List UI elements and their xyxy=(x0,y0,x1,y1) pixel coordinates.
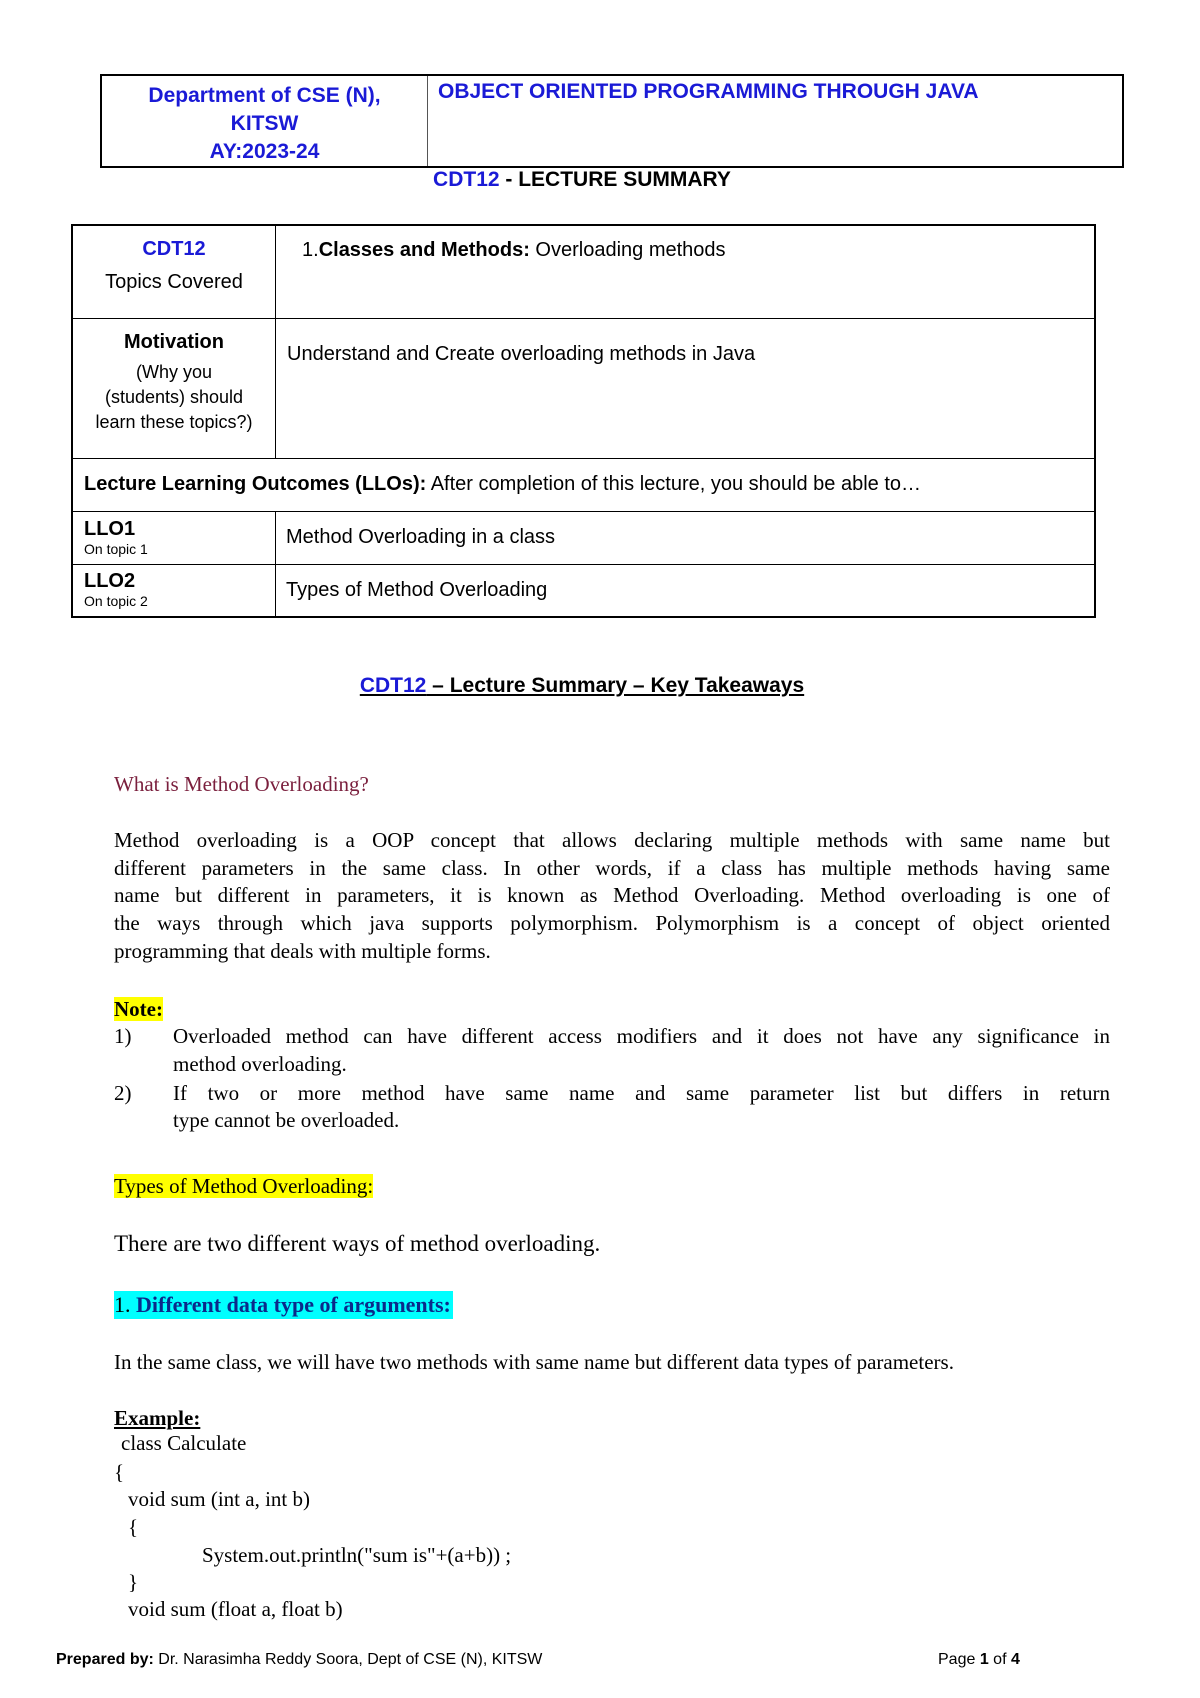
code-line: void sum (float a, float b) xyxy=(128,1597,343,1621)
note-label: Note: xyxy=(114,997,163,1021)
code-line: class Calculate xyxy=(121,1431,247,1455)
llo-id: LLO2 xyxy=(84,570,136,593)
llo-text-cell xyxy=(276,564,1096,617)
paragraph-line: name but different in parameters, it is known as Method Overloading. Method overloading is one of xyxy=(114,883,1110,907)
motivation-sub-3: learn these topics?) xyxy=(95,411,253,432)
footer-page-number: Page 1 of 4 xyxy=(938,1651,1020,1668)
header-table xyxy=(100,74,1124,168)
llo-intro-bold: Lecture Learning Outcomes (LLOs): xyxy=(84,473,427,495)
question-heading: What is Method Overloading? xyxy=(114,772,369,796)
topics-value-cell xyxy=(276,225,1096,318)
footer-prepared-text: Dr. Narasimha Reddy Soora, Dept of CSE (N), KITSW xyxy=(153,1651,543,1668)
code-line: void sum (int a, int b) xyxy=(128,1487,310,1511)
llo-row xyxy=(72,511,1095,564)
code-line: { xyxy=(128,1515,139,1539)
llo-topic: On topic 1 xyxy=(84,540,148,557)
paragraph-line: Method overloading is a OOP concept that allows declaring multiple methods with same name but xyxy=(114,828,1110,852)
llo-text: Types of Method Overloading xyxy=(286,578,548,601)
code-line: { xyxy=(114,1460,125,1484)
motivation-text: Understand and Create overloading methods in Java xyxy=(287,342,756,365)
llo-row xyxy=(72,564,1095,617)
types-heading: Types of Method Overloading: xyxy=(114,1174,374,1198)
topics-bold: Classes and Methods: xyxy=(318,239,530,261)
title-code: CDT12 xyxy=(433,168,500,191)
way-1-text: In the same class, we will have two methods with same name but different data types of parameters. xyxy=(114,1350,954,1374)
section-heading-code: CDT12 xyxy=(359,674,427,697)
document-title xyxy=(0,168,1164,192)
llo-id-cell xyxy=(72,564,276,617)
note-line: Overloaded method can have different access modifiers and it does not have any significance in xyxy=(173,1024,1110,1048)
lecture-summary-table xyxy=(71,224,1096,618)
llo-intro-text: After completion of this lecture, you should be able to… xyxy=(426,473,921,495)
section-heading-text: – Lecture Summary – Key Takeaways xyxy=(426,674,805,697)
topics-text: Overloading methods xyxy=(529,239,726,261)
paragraph-line: the ways through which java supports polymorphism. Polymorphism is a concept of object oriented xyxy=(114,911,1110,935)
llo-intro-cell xyxy=(72,458,1095,511)
way-1-number: 1. xyxy=(114,1292,131,1317)
paragraph-line: different parameters in the same class. In other words, if a class has multiple methods having same xyxy=(114,856,1110,880)
academic-year: AY:2023-24 xyxy=(209,140,320,163)
motivation-label: Motivation xyxy=(124,330,224,353)
llo-id-cell xyxy=(72,511,276,564)
note-line: If two or more method have same name and same parameter list but differs in return xyxy=(173,1081,1110,1105)
example-label: Example: xyxy=(114,1406,201,1430)
types-intro: There are two different ways of method overloading. xyxy=(114,1231,601,1256)
footer-prepared xyxy=(56,1651,542,1669)
note-number: 2) xyxy=(114,1081,132,1105)
motivation-sub-2: (students) should xyxy=(104,386,244,407)
topics-label-cell xyxy=(72,225,276,318)
way-1-heading xyxy=(114,1291,453,1319)
note-line: method overloading. xyxy=(173,1052,347,1076)
topics-label: Topics Covered xyxy=(105,271,243,293)
way-1-title: Different data type of arguments: xyxy=(136,1292,451,1317)
llo-text-cell xyxy=(276,511,1096,564)
code-line: System.out.println("sum is"+(a+b)) ; xyxy=(202,1543,512,1567)
title-text: - LECTURE SUMMARY xyxy=(499,168,731,191)
institute-name: KITSW xyxy=(230,112,299,135)
paragraph-line: programming that deals with multiple forms. xyxy=(114,939,491,963)
topics-number: 1. xyxy=(302,239,319,261)
section-heading xyxy=(0,674,1164,698)
llo-topic: On topic 2 xyxy=(84,593,148,610)
motivation-value-cell xyxy=(276,318,1096,458)
topics-code: CDT12 xyxy=(142,238,206,260)
llo-id: LLO1 xyxy=(84,517,136,540)
footer-prepared-label: Prepared by: xyxy=(56,1651,154,1668)
department-cell xyxy=(101,75,428,167)
course-cell xyxy=(428,75,1124,167)
llo-text: Method Overloading in a class xyxy=(286,526,556,548)
course-title: OBJECT ORIENTED PROGRAMMING THROUGH JAVA xyxy=(438,80,979,103)
motivation-label-cell xyxy=(72,318,276,458)
note-line: type cannot be overloaded. xyxy=(173,1108,400,1132)
motivation-sub-1: (Why you xyxy=(135,361,213,382)
note-number: 1) xyxy=(114,1024,132,1048)
department-name: Department of CSE (N), xyxy=(148,84,381,107)
code-line: } xyxy=(128,1570,139,1594)
